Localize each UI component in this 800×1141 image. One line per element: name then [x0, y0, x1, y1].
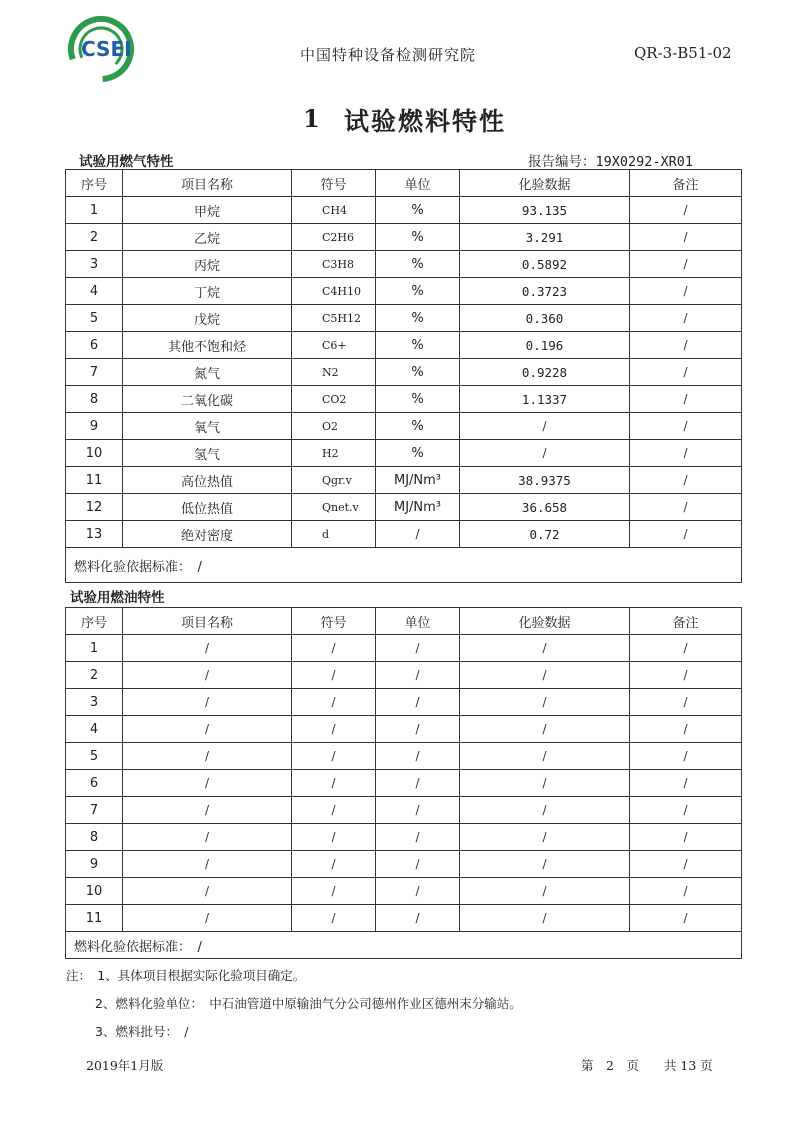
table-cell: 4 [66, 278, 123, 305]
table-cell: 氮气 [123, 359, 292, 386]
table-cell: / [376, 743, 460, 770]
table-cell: 11 [66, 467, 123, 494]
table-cell: / [460, 716, 630, 743]
table-cell: / [292, 824, 376, 851]
table-cell: / [460, 770, 630, 797]
table-cell: 10 [66, 878, 123, 905]
table-row [66, 467, 742, 494]
table-cell: / [376, 521, 460, 548]
table-cell: 10 [66, 440, 123, 467]
table-cell: C2H6 [292, 224, 376, 251]
table-row [66, 494, 742, 521]
table-cell: / [460, 635, 630, 662]
table-cell: 7 [66, 359, 123, 386]
table-cell: 氢气 [123, 440, 292, 467]
report-number-label: 报告编号： [528, 154, 596, 170]
table-cell: 0.196 [460, 332, 630, 359]
table-cell: 11 [66, 905, 123, 932]
table-cell: C4H10 [292, 278, 376, 305]
table-cell: / [123, 797, 292, 824]
table-cell: / [376, 905, 460, 932]
table-row [66, 905, 742, 932]
table-cell: 丙烷 [123, 251, 292, 278]
table-cell: 二氧化碳 [123, 386, 292, 413]
table-cell: 乙烷 [123, 224, 292, 251]
table-cell: Qnet.v [292, 494, 376, 521]
table-cell: / [630, 662, 742, 689]
column-header: 单位 [376, 170, 460, 197]
table-row [66, 521, 742, 548]
table-cell: % [376, 251, 460, 278]
table-cell: % [376, 305, 460, 332]
table-cell: / [630, 278, 742, 305]
basis-standard: 燃料化验依据标准： / [66, 548, 742, 583]
table-cell: 0.360 [460, 305, 630, 332]
table-row [66, 797, 742, 824]
table-cell: 4 [66, 716, 123, 743]
table-cell: / [123, 905, 292, 932]
table-cell: / [630, 197, 742, 224]
table-cell: / [292, 743, 376, 770]
table-cell: 1 [66, 635, 123, 662]
table-cell: H2 [292, 440, 376, 467]
table-cell: / [123, 878, 292, 905]
table-cell: / [123, 770, 292, 797]
table-cell: Qgr.v [292, 467, 376, 494]
table-cell: / [460, 905, 630, 932]
table-row [66, 251, 742, 278]
table-cell: / [630, 824, 742, 851]
table-cell: / [460, 413, 630, 440]
table-row [66, 386, 742, 413]
table-cell: C5H12 [292, 305, 376, 332]
edition-label: 2019年1月版 [86, 1058, 164, 1073]
table-cell: / [630, 797, 742, 824]
table-cell: 低位热值 [123, 494, 292, 521]
table-cell: / [630, 851, 742, 878]
table-cell: 36.658 [460, 494, 630, 521]
oil-section-title: 试验用燃油特性 [70, 590, 165, 606]
table-row [66, 413, 742, 440]
note-2: 2、燃料化验单位： 中石油管道中原输油气分公司德州作业区德州末分输站。 [95, 996, 522, 1011]
table-header-row [66, 608, 742, 635]
section-number: 1 [303, 104, 320, 133]
table-cell: / [376, 716, 460, 743]
table-cell: 7 [66, 797, 123, 824]
table-cell: / [292, 851, 376, 878]
table-cell: 1.1337 [460, 386, 630, 413]
table-row [66, 824, 742, 851]
table-cell: 3 [66, 689, 123, 716]
header-form-code: QR-3-B51-02 [634, 44, 732, 62]
note-1: 注： 1、具体项目根据实际化验项目确定。 [66, 968, 306, 983]
column-header: 备注 [630, 170, 742, 197]
basis-standard-row [66, 932, 742, 959]
header-organization: 中国特种设备检测研究院 [300, 46, 477, 64]
table-cell: / [123, 689, 292, 716]
table-cell: / [630, 413, 742, 440]
table-cell: 3.291 [460, 224, 630, 251]
table-cell: / [460, 689, 630, 716]
report-number-value: 19X0292-XR01 [595, 154, 694, 170]
table-cell: 0.9228 [460, 359, 630, 386]
table-cell: / [460, 824, 630, 851]
table-cell: 13 [66, 521, 123, 548]
table-cell: / [376, 770, 460, 797]
table-cell: / [630, 494, 742, 521]
table-cell: / [376, 824, 460, 851]
table-row [66, 332, 742, 359]
table-cell: 0.3723 [460, 278, 630, 305]
table-cell: / [123, 851, 292, 878]
column-header: 化验数据 [460, 608, 630, 635]
table-cell: / [630, 689, 742, 716]
column-header: 化验数据 [460, 170, 630, 197]
table-cell: C6+ [292, 332, 376, 359]
table-cell: 5 [66, 743, 123, 770]
table-cell: 甲烷 [123, 197, 292, 224]
note-3: 3、燃料批号： / [95, 1024, 189, 1039]
column-header: 单位 [376, 608, 460, 635]
table-cell: 5 [66, 305, 123, 332]
table-row [66, 224, 742, 251]
table-cell: / [460, 878, 630, 905]
table-cell: / [376, 878, 460, 905]
table-cell: 3 [66, 251, 123, 278]
table-row [66, 743, 742, 770]
report-number [528, 150, 693, 170]
table-cell: % [376, 278, 460, 305]
table-cell: 6 [66, 332, 123, 359]
gas-properties-table [65, 169, 742, 583]
table-cell: O2 [292, 413, 376, 440]
table-cell: / [123, 824, 292, 851]
table-cell: / [292, 905, 376, 932]
table-cell: C3H8 [292, 251, 376, 278]
table-row [66, 359, 742, 386]
table-cell: / [292, 662, 376, 689]
page-title: 试验燃料特性 [344, 107, 507, 136]
table-cell: CH4 [292, 197, 376, 224]
table-cell: / [630, 467, 742, 494]
table-cell: / [460, 797, 630, 824]
oil-properties-table [65, 607, 742, 959]
table-row [66, 305, 742, 332]
column-header: 符号 [292, 608, 376, 635]
table-cell: 2 [66, 662, 123, 689]
table-cell: 1 [66, 197, 123, 224]
table-cell: 38.9375 [460, 467, 630, 494]
table-cell: / [460, 662, 630, 689]
column-header: 项目名称 [123, 608, 292, 635]
table-cell: / [630, 251, 742, 278]
table-cell: / [123, 635, 292, 662]
table-cell: % [376, 224, 460, 251]
table-row [66, 770, 742, 797]
table-cell: / [292, 689, 376, 716]
table-cell: / [460, 743, 630, 770]
table-cell: CO2 [292, 386, 376, 413]
table-header-row [66, 170, 742, 197]
column-header: 序号 [66, 170, 123, 197]
column-header: 项目名称 [123, 170, 292, 197]
table-cell: % [376, 197, 460, 224]
basis-standard: 燃料化验依据标准： / [66, 932, 742, 959]
table-row [66, 878, 742, 905]
table-cell: 6 [66, 770, 123, 797]
table-row [66, 440, 742, 467]
table-cell: / [123, 662, 292, 689]
table-cell: / [630, 878, 742, 905]
table-cell: 绝对密度 [123, 521, 292, 548]
column-header: 序号 [66, 608, 123, 635]
logo-text: CSEI [81, 37, 132, 61]
table-cell: / [123, 743, 292, 770]
table-cell: 93.135 [460, 197, 630, 224]
table-cell: 8 [66, 824, 123, 851]
table-row [66, 197, 742, 224]
table-cell: MJ/Nm³ [376, 467, 460, 494]
table-cell: 2 [66, 224, 123, 251]
table-cell: 0.5892 [460, 251, 630, 278]
column-header: 符号 [292, 170, 376, 197]
table-cell: % [376, 332, 460, 359]
table-cell: / [630, 521, 742, 548]
table-cell: 丁烷 [123, 278, 292, 305]
table-cell: 氧气 [123, 413, 292, 440]
table-cell: 其他不饱和烃 [123, 332, 292, 359]
table-cell: / [630, 716, 742, 743]
table-cell: / [376, 797, 460, 824]
table-cell: MJ/Nm³ [376, 494, 460, 521]
table-cell: / [376, 689, 460, 716]
gas-section-title: 试验用燃气特性 [79, 154, 174, 170]
table-cell: / [630, 224, 742, 251]
table-row [66, 662, 742, 689]
table-cell: 0.72 [460, 521, 630, 548]
table-cell: / [630, 635, 742, 662]
table-cell: / [630, 440, 742, 467]
table-cell: 9 [66, 413, 123, 440]
table-cell: % [376, 386, 460, 413]
table-cell: 高位热值 [123, 467, 292, 494]
table-row [66, 851, 742, 878]
table-cell: N2 [292, 359, 376, 386]
page-number: 第 2 页 共 13 页 [581, 1058, 713, 1073]
table-cell: / [292, 770, 376, 797]
table-cell: / [292, 797, 376, 824]
table-cell: / [292, 716, 376, 743]
table-cell: 12 [66, 494, 123, 521]
table-cell: 8 [66, 386, 123, 413]
table-cell: / [292, 635, 376, 662]
table-cell: / [630, 905, 742, 932]
table-cell: 9 [66, 851, 123, 878]
csei-logo [67, 15, 149, 83]
table-cell: / [630, 770, 742, 797]
basis-standard-row [66, 548, 742, 583]
table-row [66, 635, 742, 662]
table-cell: / [630, 386, 742, 413]
column-header: 备注 [630, 608, 742, 635]
table-cell: / [630, 359, 742, 386]
table-cell: / [376, 851, 460, 878]
table-cell: d [292, 521, 376, 548]
table-cell: / [376, 662, 460, 689]
table-cell: / [460, 851, 630, 878]
table-cell: / [630, 332, 742, 359]
table-cell: 戊烷 [123, 305, 292, 332]
table-cell: / [123, 716, 292, 743]
table-cell: / [630, 743, 742, 770]
table-row [66, 716, 742, 743]
table-cell: / [292, 878, 376, 905]
table-cell: % [376, 413, 460, 440]
table-cell: % [376, 440, 460, 467]
table-cell: / [460, 440, 630, 467]
table-cell: / [630, 305, 742, 332]
table-cell: / [376, 635, 460, 662]
table-row [66, 689, 742, 716]
table-row [66, 278, 742, 305]
table-cell: % [376, 359, 460, 386]
